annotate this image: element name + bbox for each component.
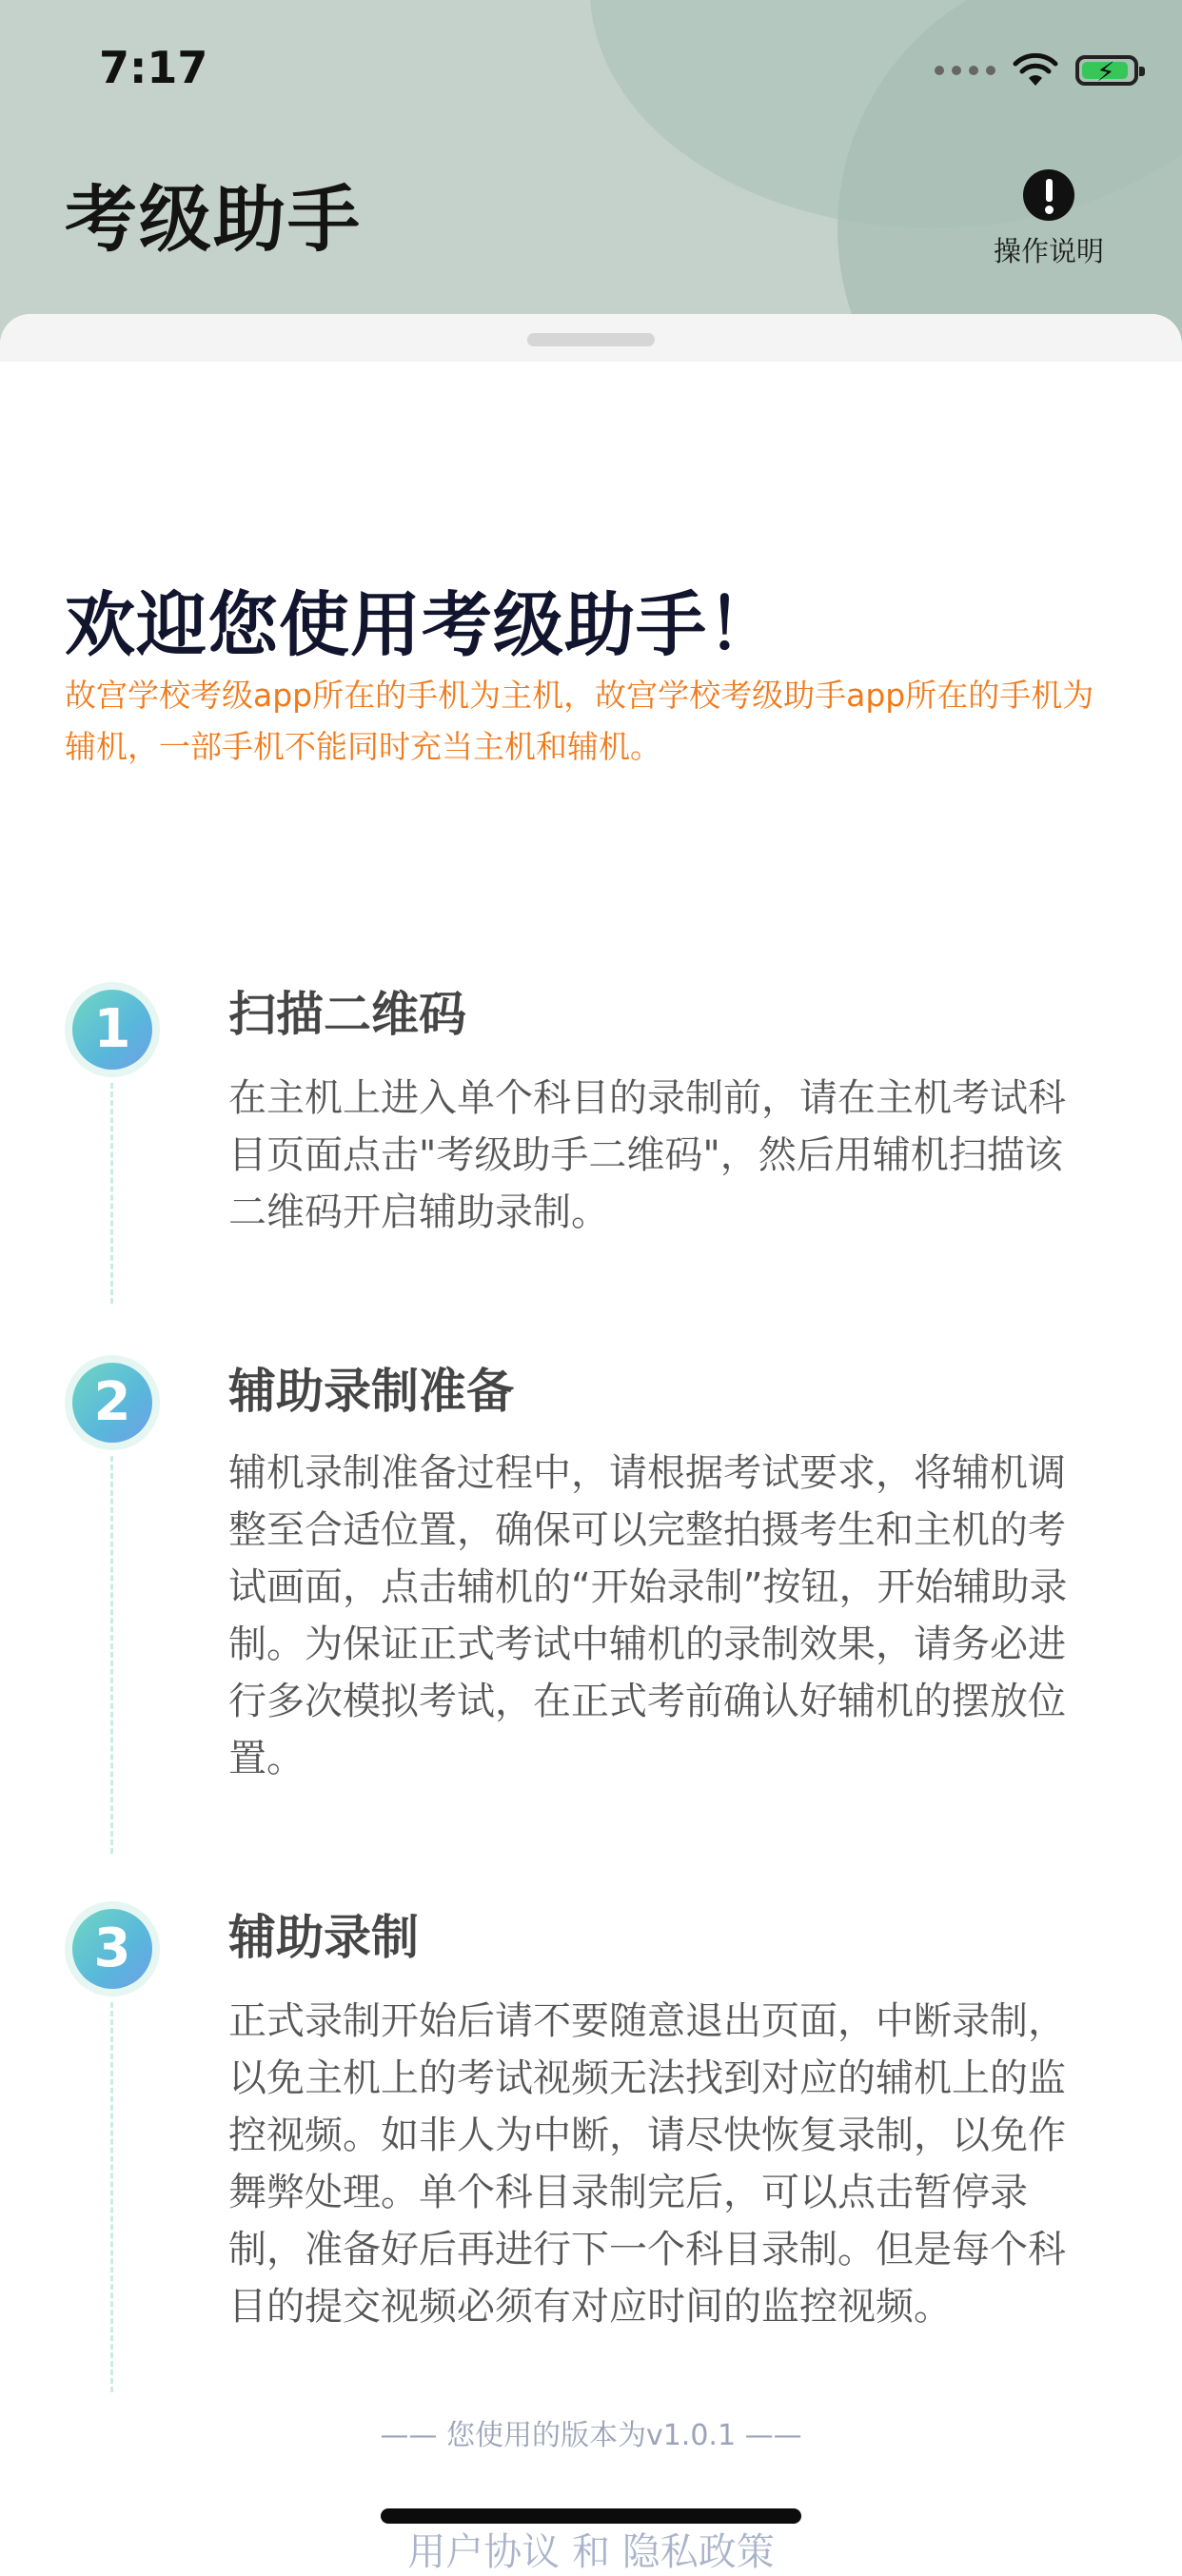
step-connector — [110, 1456, 113, 1854]
battery-icon: ⚡ — [1075, 55, 1138, 86]
step-2-number: 2 — [72, 1363, 152, 1443]
step-3-number: 3 — [72, 1909, 152, 1989]
signal-icon — [935, 66, 995, 75]
welcome-title: 欢迎您使用考级助手！ — [65, 584, 778, 666]
sheet-top-bar — [0, 314, 1182, 362]
step-3-title: 辅助录制 — [228, 1910, 419, 1965]
step-1-badge — [65, 982, 160, 1077]
home-indicator[interactable] — [381, 2508, 801, 2524]
wifi-icon — [1013, 53, 1058, 88]
step-1-number: 1 — [72, 990, 152, 1070]
status-time: 7:17 — [99, 42, 208, 93]
step-connector — [110, 2002, 113, 2392]
page-title: 考级助手 — [65, 177, 362, 262]
version-text: —— 您使用的版本为v1.0.1 —— — [380, 2419, 802, 2452]
step-1-body: 在主机上进入单个科目的录制前，请在主机考试科目页面点击"考级助手二维码"，然后用辅机扫描该二维码开启辅助录制。 — [228, 1076, 1066, 1234]
step-2-body: 辅机录制准备过程中，请根据考试要求，将辅机调整至合适位置，确保可以完整拍摄考生和主机的考试画面，点击辅机的“开始录制”按钮，开始辅助录制。为保证正式考试中辅机的录制效果，请务必进行多次模拟考试，在正式考前确认好辅机的摆放位置。 — [228, 1451, 1068, 1780]
exclamation-icon — [1023, 169, 1074, 221]
step-3-body: 正式录制开始后请不要随意退出页面，中断录制，以免主机上的考试视频无法找到对应的辅机上的监控视频。如非人为中断，请尽快恢复录制，以免作舞弊处理。单个科目录制完后，可以点击暂停录制，准备好后再进行下一个科目录制。但是每个科目的提交视频必须有对应时间的监控视频。 — [228, 1999, 1066, 2329]
welcome-note: 故宫学校考级app所在的手机为主机，故宫学校考级助手app所在的手机为辅机，一部手机不能同时充当主机和辅机。 — [65, 677, 1094, 765]
step-2-badge — [65, 1355, 160, 1450]
step-3-badge — [65, 1901, 160, 1996]
step-connector — [110, 1083, 113, 1304]
status-icons — [935, 49, 1138, 91]
help-button[interactable] — [984, 169, 1113, 274]
help-label: 操作说明 — [993, 235, 1104, 267]
step-2-title: 辅助录制准备 — [228, 1364, 514, 1419]
sheet-grabber[interactable] — [527, 333, 655, 346]
policy-links[interactable]: 用户协议 和 隐私政策 — [407, 2530, 775, 2574]
step-1-title: 扫描二维码 — [228, 987, 466, 1042]
